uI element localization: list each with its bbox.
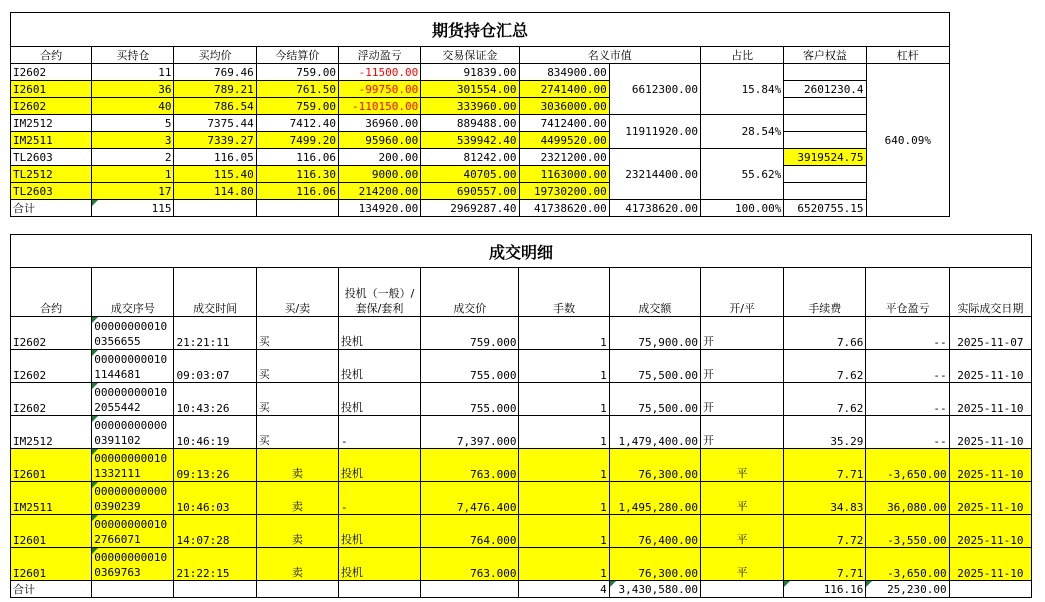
empty-cell[interactable]	[256, 200, 338, 217]
trade-price-cell[interactable]: 755.000	[421, 383, 519, 416]
total-pnl-cell[interactable]: 25,230.00	[866, 581, 949, 598]
trade-amount-cell[interactable]: 75,500.00	[609, 383, 700, 416]
trade-price-cell[interactable]: 763.000	[421, 449, 519, 482]
trade-price-cell[interactable]: 759.000	[421, 317, 519, 350]
avg-price-cell[interactable]: 769.46	[174, 64, 256, 81]
open-close-cell[interactable]: 开	[700, 416, 783, 449]
contract-cell[interactable]: IM2512	[11, 416, 92, 449]
trade-price-cell[interactable]: 7,397.000	[421, 416, 519, 449]
total-fee-cell[interactable]: 116.16	[784, 581, 866, 598]
trade-detail-table	[10, 234, 1032, 598]
equity-cell[interactable]	[784, 64, 866, 81]
settle-price-cell[interactable]: 761.50	[256, 81, 338, 98]
position-cell[interactable]: 11	[92, 64, 174, 81]
summary-row	[11, 149, 950, 166]
avg-price-cell[interactable]: 115.40	[174, 166, 256, 183]
buy-sell-cell[interactable]: 卖	[256, 548, 338, 581]
ratio-cell[interactable]: 55.62%	[701, 149, 784, 200]
trade-type-cell[interactable]: -	[338, 416, 420, 449]
open-close-cell[interactable]: 平	[700, 449, 783, 482]
lots-cell[interactable]: 1	[519, 482, 609, 515]
trade-date-cell[interactable]: 2025-11-10	[949, 449, 1031, 482]
margin-cell[interactable]: 539942.40	[421, 132, 519, 149]
equity-cell[interactable]	[784, 183, 866, 200]
trade-date-cell[interactable]: 2025-11-10	[949, 350, 1031, 383]
notional-cell[interactable]: 4499520.00	[519, 132, 609, 149]
trade-seq-cell[interactable]: 000000000000390239	[92, 482, 174, 515]
trade-amount-cell[interactable]: 75,500.00	[609, 350, 700, 383]
total-ratio-cell[interactable]: 100.00%	[701, 200, 784, 217]
trade-row	[11, 350, 1032, 383]
contract-cell[interactable]: TL2603	[11, 149, 92, 166]
equity-cell[interactable]: 2601230.4	[784, 81, 866, 98]
open-close-cell[interactable]: 平	[700, 482, 783, 515]
trade-row	[11, 482, 1032, 515]
trade-seq-cell[interactable]: 000000000100356655	[92, 317, 174, 350]
close-pnl-cell[interactable]: --	[866, 416, 949, 449]
trade-amount-cell[interactable]: 76,300.00	[609, 548, 700, 581]
contract-cell[interactable]: I2601	[11, 81, 92, 98]
header-cell[interactable]: 开/平	[700, 268, 783, 317]
total-position-cell[interactable]: 115	[92, 200, 174, 217]
header-cell[interactable]: 手续费	[784, 268, 866, 317]
margin-cell[interactable]: 91839.00	[421, 64, 519, 81]
empty-cell[interactable]	[949, 581, 1031, 598]
trade-type-cell[interactable]: 投机	[338, 449, 420, 482]
avg-price-cell[interactable]: 116.05	[174, 149, 256, 166]
fee-cell[interactable]: 34.83	[784, 482, 866, 515]
header-cell[interactable]: 买/卖	[256, 268, 338, 317]
contract-cell[interactable]: I2601	[11, 449, 92, 482]
buy-sell-cell[interactable]: 买	[256, 350, 338, 383]
equity-cell[interactable]	[784, 115, 866, 132]
trade-time-cell[interactable]: 21:21:11	[174, 317, 256, 350]
buy-sell-cell[interactable]: 卖	[256, 482, 338, 515]
contract-cell[interactable]: TL2512	[11, 166, 92, 183]
close-pnl-cell[interactable]: -3,650.00	[866, 548, 949, 581]
trade-date-cell[interactable]: 2025-11-10	[949, 482, 1031, 515]
close-pnl-cell[interactable]: --	[866, 350, 949, 383]
notional-cell[interactable]: 1163000.00	[519, 166, 609, 183]
trade-type-cell[interactable]: 投机	[338, 383, 420, 416]
trade-type-cell[interactable]: 投机	[338, 515, 420, 548]
trade-seq-cell[interactable]: 000000000101332111	[92, 449, 174, 482]
settle-price-cell[interactable]: 7412.40	[256, 115, 338, 132]
header-cell[interactable]: 平仓盈亏	[866, 268, 949, 317]
lots-cell[interactable]: 1	[519, 449, 609, 482]
trade-date-cell[interactable]: 2025-11-10	[949, 416, 1031, 449]
trade-time-cell[interactable]: 10:46:19	[174, 416, 256, 449]
contract-cell[interactable]: I2602	[11, 317, 92, 350]
summary-row	[11, 115, 950, 132]
leverage-cell[interactable]: 640.09%	[866, 64, 949, 217]
empty-cell[interactable]	[338, 581, 420, 598]
contract-cell[interactable]: IM2511	[11, 482, 92, 515]
trade-row	[11, 515, 1032, 548]
trade-date-cell[interactable]: 2025-11-10	[949, 548, 1031, 581]
equity-cell[interactable]	[784, 98, 866, 115]
header-cell[interactable]: 实际成交日期	[949, 268, 1031, 317]
position-summary-table	[10, 12, 950, 217]
summary-row	[11, 132, 950, 149]
group-notional-cell[interactable]: 23214400.00	[609, 149, 700, 200]
position-cell[interactable]: 3	[92, 132, 174, 149]
avg-price-cell[interactable]: 786.54	[174, 98, 256, 115]
header-cell[interactable]: 买持仓	[92, 47, 174, 64]
trade-row	[11, 548, 1032, 581]
margin-cell[interactable]: 81242.00	[421, 149, 519, 166]
total-label-cell[interactable]: 合计	[11, 581, 92, 598]
trade-time-cell[interactable]: 10:43:26	[174, 383, 256, 416]
trade-time-cell[interactable]: 21:22:15	[174, 548, 256, 581]
position-cell[interactable]: 5	[92, 115, 174, 132]
trades-header-row	[11, 268, 1032, 317]
trade-seq-cell[interactable]: 000000000102766071	[92, 515, 174, 548]
total-margin-cell[interactable]: 2969287.40	[421, 200, 519, 217]
contract-cell[interactable]: IM2512	[11, 115, 92, 132]
trade-type-cell[interactable]: 投机	[338, 548, 420, 581]
summary-title[interactable]: 期货持仓汇总	[11, 13, 950, 47]
buy-sell-cell[interactable]: 买	[256, 317, 338, 350]
float-pnl-cell[interactable]: -11500.00	[338, 64, 420, 81]
summary-row	[11, 183, 950, 200]
trades-title[interactable]: 成交明细	[11, 235, 1032, 268]
header-cell[interactable]: 合约	[11, 268, 92, 317]
buy-sell-cell[interactable]: 买	[256, 416, 338, 449]
contract-cell[interactable]: TL2603	[11, 183, 92, 200]
trade-time-cell[interactable]: 09:03:07	[174, 350, 256, 383]
equity-cell[interactable]	[784, 166, 866, 183]
ratio-cell[interactable]: 28.54%	[701, 115, 784, 149]
position-cell[interactable]: 2	[92, 149, 174, 166]
header-cell[interactable]: 交易保证金	[421, 47, 519, 64]
summary-row	[11, 64, 950, 81]
close-pnl-cell[interactable]: --	[866, 317, 949, 350]
total-equity-cell[interactable]: 6520755.15	[784, 200, 866, 217]
trade-price-cell[interactable]: 7,476.400	[421, 482, 519, 515]
fee-cell[interactable]: 7.71	[784, 548, 866, 581]
header-cell[interactable]: 客户权益	[784, 47, 866, 64]
close-pnl-cell[interactable]: -3,650.00	[866, 449, 949, 482]
ratio-cell[interactable]: 15.84%	[701, 64, 784, 115]
close-pnl-cell[interactable]: --	[866, 383, 949, 416]
total-notional-cell[interactable]: 41738620.00	[519, 200, 609, 217]
float-pnl-cell[interactable]: -99750.00	[338, 81, 420, 98]
contract-cell[interactable]: IM2511	[11, 132, 92, 149]
group-notional-cell[interactable]: 6612300.00	[609, 64, 700, 115]
close-pnl-cell[interactable]: -3,550.00	[866, 515, 949, 548]
empty-cell[interactable]	[256, 581, 338, 598]
empty-cell[interactable]	[174, 581, 256, 598]
buy-sell-cell[interactable]: 卖	[256, 449, 338, 482]
notional-cell[interactable]: 19730200.00	[519, 183, 609, 200]
trade-time-cell[interactable]: 09:13:26	[174, 449, 256, 482]
avg-price-cell[interactable]: 7375.44	[174, 115, 256, 132]
float-pnl-cell[interactable]: -110150.00	[338, 98, 420, 115]
margin-cell[interactable]: 690557.00	[421, 183, 519, 200]
contract-cell[interactable]: I2601	[11, 548, 92, 581]
trade-price-cell[interactable]: 763.000	[421, 548, 519, 581]
settle-price-cell[interactable]: 116.30	[256, 166, 338, 183]
position-cell[interactable]: 40	[92, 98, 174, 115]
fee-cell[interactable]: 35.29	[784, 416, 866, 449]
open-close-cell[interactable]: 开	[700, 350, 783, 383]
header-cell[interactable]: 浮动盈亏	[338, 47, 420, 64]
settle-price-cell[interactable]: 116.06	[256, 149, 338, 166]
notional-cell[interactable]: 7412400.00	[519, 115, 609, 132]
trade-row	[11, 317, 1032, 350]
position-cell[interactable]: 36	[92, 81, 174, 98]
float-pnl-cell[interactable]: 200.00	[338, 149, 420, 166]
lots-cell[interactable]: 1	[519, 317, 609, 350]
header-cell[interactable]: 成交额	[609, 268, 700, 317]
settle-price-cell[interactable]: 759.00	[256, 98, 338, 115]
trade-type-cell[interactable]: 投机	[338, 317, 420, 350]
position-cell[interactable]: 17	[92, 183, 174, 200]
header-cell[interactable]: 名义市值	[519, 47, 701, 64]
lots-cell[interactable]: 1	[519, 515, 609, 548]
trade-date-cell[interactable]: 2025-11-10	[949, 383, 1031, 416]
header-cell[interactable]: 成交价	[421, 268, 519, 317]
trade-amount-cell[interactable]: 1,495,280.00	[609, 482, 700, 515]
lots-cell[interactable]: 1	[519, 416, 609, 449]
contract-cell[interactable]: I2602	[11, 98, 92, 115]
open-close-cell[interactable]: 开	[700, 383, 783, 416]
trade-seq-cell[interactable]: 000000000100369763	[92, 548, 174, 581]
total-lots-cell[interactable]: 4	[519, 581, 609, 598]
open-close-cell[interactable]: 平	[700, 548, 783, 581]
summary-row	[11, 81, 950, 98]
empty-cell[interactable]	[92, 581, 174, 598]
buy-sell-cell[interactable]: 卖	[256, 515, 338, 548]
equity-cell[interactable]	[784, 132, 866, 149]
position-cell[interactable]: 1	[92, 166, 174, 183]
settle-price-cell[interactable]: 116.06	[256, 183, 338, 200]
group-notional-cell[interactable]: 11911920.00	[609, 115, 700, 149]
contract-cell[interactable]: I2602	[11, 383, 92, 416]
lots-cell[interactable]: 1	[519, 383, 609, 416]
margin-cell[interactable]: 40705.00	[421, 166, 519, 183]
trade-amount-cell[interactable]: 1,479,400.00	[609, 416, 700, 449]
buy-sell-cell[interactable]: 买	[256, 383, 338, 416]
summary-total-row	[11, 200, 950, 217]
settle-price-cell[interactable]: 7499.20	[256, 132, 338, 149]
lots-cell[interactable]: 1	[519, 350, 609, 383]
total-label-cell[interactable]: 合计	[11, 200, 92, 217]
header-cell[interactable]: 占比	[701, 47, 784, 64]
contract-cell[interactable]: I2602	[11, 64, 92, 81]
fee-cell[interactable]: 7.62	[784, 383, 866, 416]
float-pnl-cell[interactable]: 9000.00	[338, 166, 420, 183]
total-amount-cell[interactable]: 3,430,580.00	[609, 581, 700, 598]
header-cell[interactable]: 成交时间	[174, 268, 256, 317]
header-cell[interactable]: 合约	[11, 47, 92, 64]
close-pnl-cell[interactable]: 36,080.00	[866, 482, 949, 515]
summary-header-row	[11, 47, 950, 64]
float-pnl-cell[interactable]: 36960.00	[338, 115, 420, 132]
trade-price-cell[interactable]: 755.000	[421, 350, 519, 383]
notional-cell[interactable]: 2321200.00	[519, 149, 609, 166]
margin-cell[interactable]: 889488.00	[421, 115, 519, 132]
summary-row	[11, 98, 950, 115]
contract-cell[interactable]: I2601	[11, 515, 92, 548]
fee-cell[interactable]: 7.62	[784, 350, 866, 383]
trade-amount-cell[interactable]: 75,900.00	[609, 317, 700, 350]
header-cell[interactable]: 今结算价	[256, 47, 338, 64]
header-cell[interactable]: 杠杆	[866, 47, 949, 64]
trade-date-cell[interactable]: 2025-11-10	[949, 515, 1031, 548]
lots-cell[interactable]: 1	[519, 548, 609, 581]
trade-time-cell[interactable]: 10:46:03	[174, 482, 256, 515]
header-cell[interactable]: 买均价	[174, 47, 256, 64]
notional-cell[interactable]: 834900.00	[519, 64, 609, 81]
avg-price-cell[interactable]: 789.21	[174, 81, 256, 98]
trade-row	[11, 383, 1032, 416]
avg-price-cell[interactable]: 114.80	[174, 183, 256, 200]
header-cell[interactable]: 成交序号	[92, 268, 174, 317]
total-group-notional-cell[interactable]: 41738620.00	[609, 200, 700, 217]
trade-amount-cell[interactable]: 76,400.00	[609, 515, 700, 548]
notional-cell[interactable]: 3036000.00	[519, 98, 609, 115]
trade-date-cell[interactable]: 2025-11-07	[949, 317, 1031, 350]
trade-seq-cell[interactable]: 000000000000391102	[92, 416, 174, 449]
contract-cell[interactable]: I2602	[11, 350, 92, 383]
trade-time-cell[interactable]: 14:07:28	[174, 515, 256, 548]
margin-cell[interactable]: 301554.00	[421, 81, 519, 98]
trade-type-cell[interactable]: 投机	[338, 350, 420, 383]
empty-cell[interactable]	[174, 200, 256, 217]
trade-row	[11, 449, 1032, 482]
trade-type-cell[interactable]: -	[338, 482, 420, 515]
trade-seq-cell[interactable]: 000000000101144681	[92, 350, 174, 383]
total-float-pnl-cell[interactable]: 134920.00	[338, 200, 420, 217]
empty-cell[interactable]	[700, 581, 783, 598]
trades-total-row	[11, 581, 1032, 598]
trade-row	[11, 416, 1032, 449]
trade-seq-cell[interactable]: 000000000102055442	[92, 383, 174, 416]
equity-cell[interactable]: 3919524.75	[784, 149, 866, 166]
float-pnl-cell[interactable]: 95960.00	[338, 132, 420, 149]
empty-cell[interactable]	[421, 581, 519, 598]
notional-cell[interactable]: 2741400.00	[519, 81, 609, 98]
margin-cell[interactable]: 333960.00	[421, 98, 519, 115]
fee-cell[interactable]: 7.72	[784, 515, 866, 548]
header-cell[interactable]: 投机（一般）/套保/套利	[338, 268, 420, 317]
header-cell[interactable]: 手数	[519, 268, 609, 317]
avg-price-cell[interactable]: 7339.27	[174, 132, 256, 149]
fee-cell[interactable]: 7.71	[784, 449, 866, 482]
settle-price-cell[interactable]: 759.00	[256, 64, 338, 81]
fee-cell[interactable]: 7.66	[784, 317, 866, 350]
trade-amount-cell[interactable]: 76,300.00	[609, 449, 700, 482]
float-pnl-cell[interactable]: 214200.00	[338, 183, 420, 200]
open-close-cell[interactable]: 开	[700, 317, 783, 350]
trade-price-cell[interactable]: 764.000	[421, 515, 519, 548]
summary-row	[11, 166, 950, 183]
open-close-cell[interactable]: 平	[700, 515, 783, 548]
